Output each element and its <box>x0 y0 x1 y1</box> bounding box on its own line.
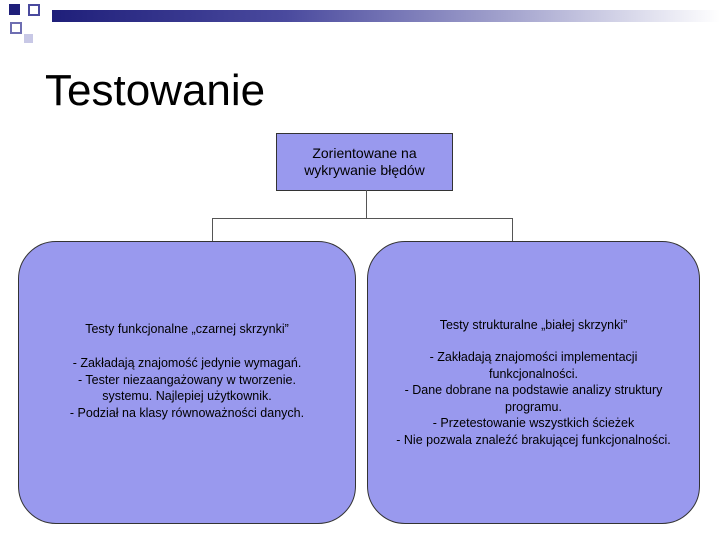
child-node-white-box <box>367 241 700 524</box>
child-node-line: - Dane dobrane na podstawie analizy struktury <box>404 383 663 397</box>
child-node-line: programu. <box>505 399 562 414</box>
child-node-line: - Zakładają znajomości implementacji <box>429 350 638 364</box>
child-node-line: - Podział na klasy równoważności danych. <box>69 405 305 420</box>
child-node-line: - Przetestowanie wszystkich ścieżek <box>432 416 635 430</box>
connector-horizontal <box>212 218 513 219</box>
corner-square-dark <box>9 4 20 15</box>
child-node-title: Testy funkcjonalne „czarnej skrzynki” <box>85 322 289 336</box>
child-node-description <box>368 349 699 448</box>
child-node-line: - Zakładają znajomość jedynie wymagań. <box>72 356 302 370</box>
child-node-black-box <box>18 241 356 524</box>
connector-vertical-root <box>366 190 367 218</box>
corner-decoration <box>0 0 60 48</box>
root-node <box>276 133 453 191</box>
connector-vertical-right <box>512 218 513 241</box>
connector-vertical-left <box>212 218 213 241</box>
root-node-label-line: Zorientowane na <box>312 145 417 161</box>
child-node-title: Testy strukturalne „białej skrzynki” <box>439 318 628 332</box>
corner-square-outline <box>10 22 22 34</box>
child-node-line: systemu. Najlepiej użytkownik. <box>102 389 272 403</box>
child-node-description <box>19 355 355 421</box>
slide-title: Testowanie <box>45 66 266 115</box>
corner-square-light <box>24 34 33 43</box>
child-node-line: - Tester niezaangażowany w tworzenie. <box>78 372 296 387</box>
child-node-line: funkcjonalności. <box>489 366 578 381</box>
root-node-label-line: wykrywanie błędów <box>304 162 425 178</box>
corner-square-outline <box>28 4 40 16</box>
child-node-line: - Nie pozwala znaleźć brakującej funkcjonalności. <box>396 432 671 447</box>
header-gradient-bar <box>52 10 720 22</box>
